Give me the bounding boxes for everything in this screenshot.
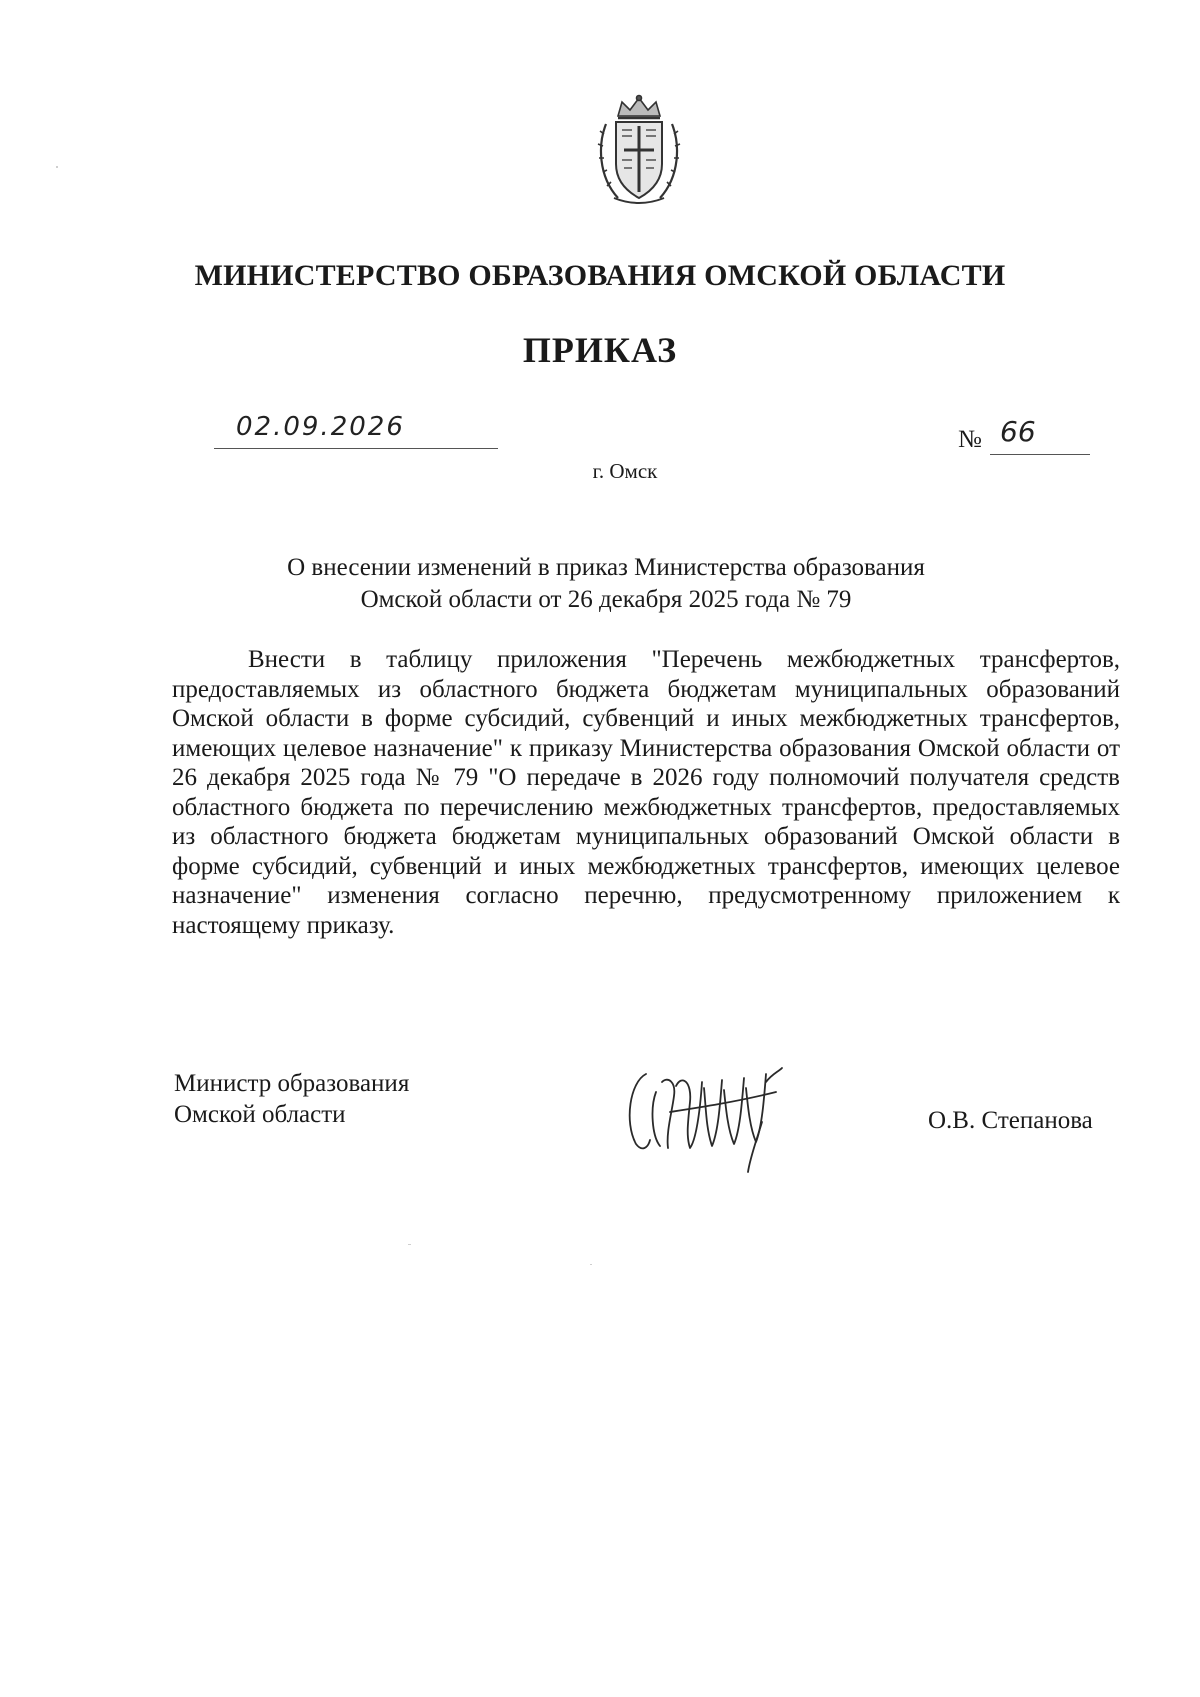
scan-speck bbox=[590, 1264, 592, 1265]
scan-speck bbox=[56, 166, 58, 168]
subject-line-1: О внесении изменений в приказ Министерства образования bbox=[287, 554, 925, 581]
document-type-title: ПРИКАЗ bbox=[522, 330, 678, 370]
city-label: г. Омск bbox=[592, 459, 658, 483]
handwritten-signature bbox=[616, 1052, 804, 1176]
document-subject bbox=[0, 552, 1200, 616]
document-number: 66 bbox=[1000, 415, 1036, 448]
ministry-name: МИНИСТЕРСТВО ОБРАЗОВАНИЯ ОМСКОЙ ОБЛАСТИ bbox=[194, 259, 1006, 292]
subject-line-2: Омской области от 26 декабря 2025 года № 79 bbox=[360, 586, 852, 613]
signatory-title-line-2: Омской области bbox=[174, 1101, 346, 1128]
signatory-title bbox=[174, 1068, 409, 1130]
body-paragraph: Внести в таблицу приложения "Перечень межбюджетных трансфертов, предоставляемых из областного бюджета бюджетам муниципальных образований Омской области в форме субсидий, субвенций и иных межбюджетных трансфертов, имеющих целевое назначение" к приказу Министерства образования Омской области от 26 декабря 2025 года № 79 "О передаче в 2026 году полномочий получателя средств областного бюджета по перечислению межбюджетных трансфертов, предоставляемых из областного бюджета бюджетам муниципальных образований Омской области в форме субсидий, субвенций и иных межбюджетных трансфертов, имеющих целевое назначение" изменения согласно перечню, предусмотренному приложением к настоящему приказу. bbox=[172, 646, 1120, 939]
document-date: 02.09.2026 bbox=[236, 412, 405, 442]
date-underline bbox=[214, 448, 498, 449]
coat-of-arms-icon bbox=[596, 94, 682, 208]
scan-speck bbox=[408, 1244, 411, 1245]
number-underline bbox=[990, 454, 1090, 455]
number-sign: № bbox=[958, 426, 982, 453]
signer-name: О.В. Степанова bbox=[928, 1107, 1093, 1134]
signatory-title-line-1: Министр образования bbox=[174, 1070, 410, 1097]
